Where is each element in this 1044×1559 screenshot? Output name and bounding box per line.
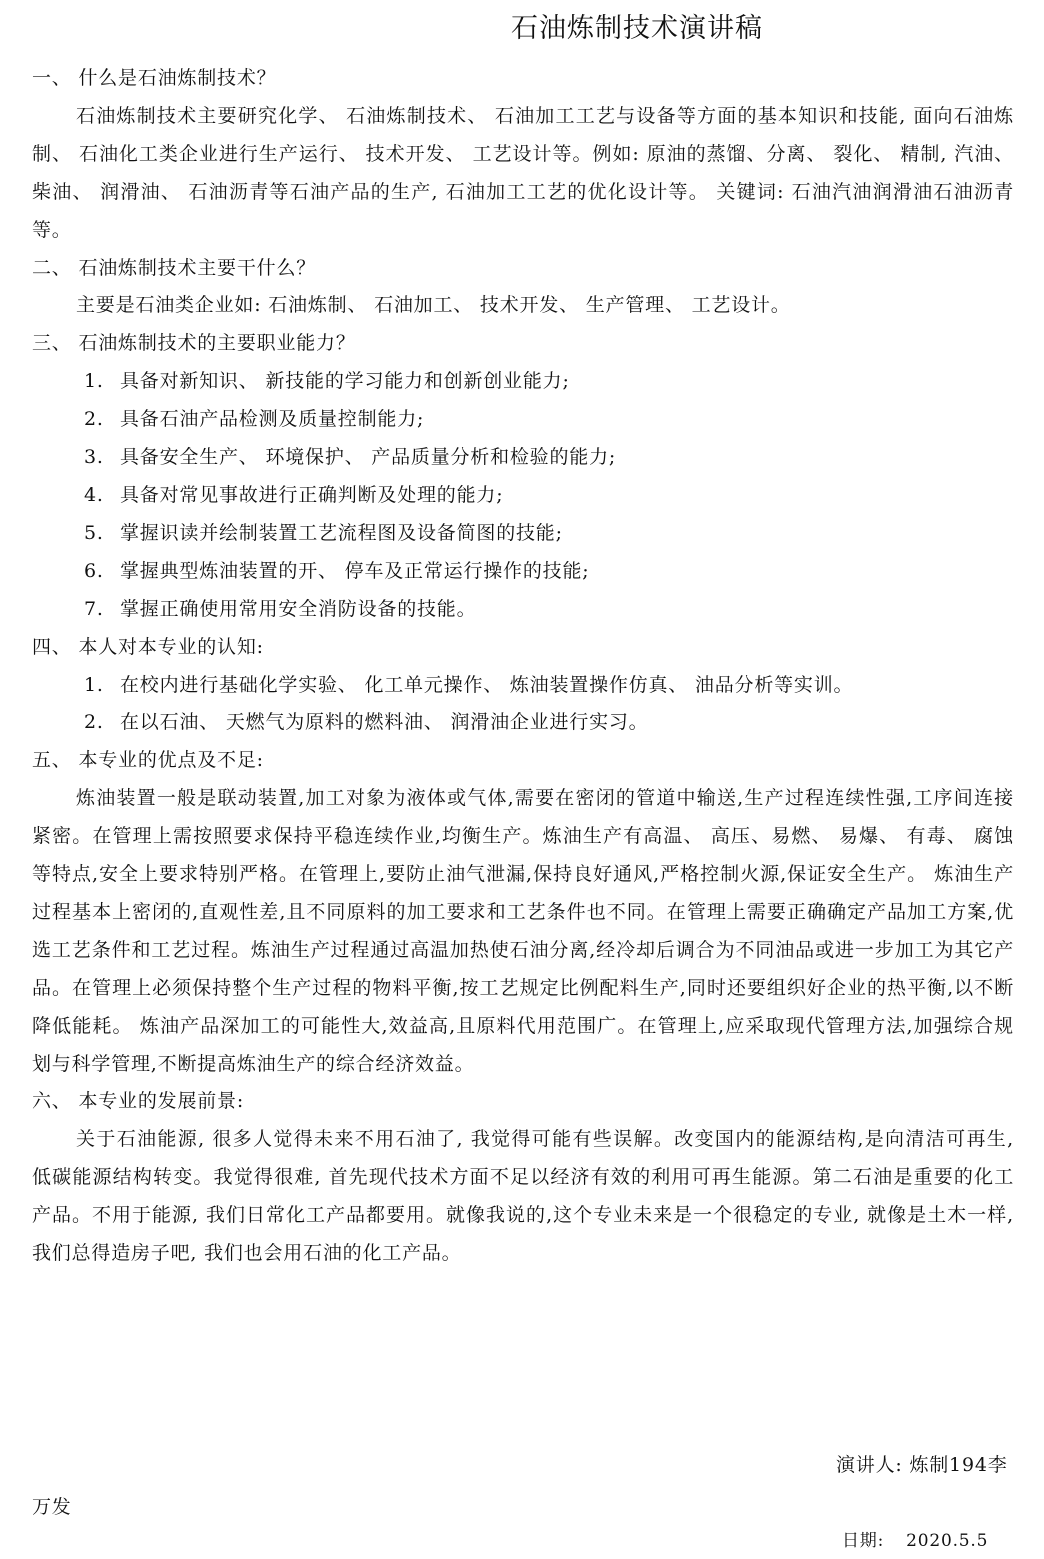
- document-title: 石油炼制技术演讲稿: [511, 13, 763, 44]
- list-number: 5.: [84, 521, 104, 544]
- list-item: [32, 401, 1014, 439]
- list-number: 7.: [84, 597, 104, 620]
- section-heading: 三、 石油炼制技术的主要职业能力？: [32, 332, 356, 355]
- speaker-name-wrap: 万发: [32, 1496, 72, 1518]
- list-text: 掌握典型炼油装置的开、 停车及正常运行操作的技能;: [120, 559, 590, 582]
- list-item: [32, 591, 1014, 629]
- list-number: 1.: [84, 370, 104, 393]
- list-number: 2.: [84, 408, 104, 431]
- list-item: [32, 667, 1014, 705]
- list-item: [32, 477, 1014, 515]
- date-label: 日期:: [842, 1531, 885, 1551]
- speaker-label: 演讲人:: [836, 1454, 903, 1476]
- list-number: 6.: [84, 559, 104, 582]
- list-number: 1.: [84, 673, 104, 696]
- section-heading: 一、 什么是石油炼制技术？: [32, 67, 277, 89]
- speaker-line: [836, 1450, 1008, 1477]
- date-value: 2020.5.5: [906, 1531, 989, 1551]
- list-number: 3.: [84, 446, 104, 469]
- section-paragraph: 石油炼制技术主要研究化学、 石油炼制技术、 石油加工工艺与设备等方面的基本知识和技能, 面向石油炼制、 石油化工类企业进行生产运行、 技术开发、 工艺设计等。例如: 原油的蒸馏、分离、 裂化、 精制, 汽油、 柴油、 润滑油、 石油沥青等石油产品的生产, 石油加工工艺的优化设计等。 关键词: 石油汽油润滑油石油沥青等。: [32, 104, 1014, 241]
- list-item: [32, 439, 1014, 477]
- speaker-class: 炼制194李: [909, 1454, 1008, 1476]
- section-heading: 四、 本人对本专业的认知:: [32, 635, 264, 658]
- list-text: 掌握识读并绘制装置工艺流程图及设备简图的技能;: [120, 521, 563, 544]
- list-text: 在以石油、 天燃气为原料的燃料油、 润滑油企业进行实习。: [120, 711, 649, 734]
- list-text: 在校内进行基础化学实验、 化工单元操作、 炼油装置操作仿真、 油品分析等实训。: [120, 673, 854, 696]
- list-text: 具备石油产品检测及质量控制能力;: [120, 408, 425, 431]
- section-heading: 二、 石油炼制技术主要干什么？: [32, 256, 317, 279]
- list-number: 2.: [84, 711, 104, 734]
- section-line: 主要是石油类企业如: 石油炼制、 石油加工、 技术开发、 生产管理、 工艺设计。: [76, 294, 791, 317]
- document-body: [32, 60, 1014, 1273]
- date-line: [842, 1526, 988, 1551]
- section-paragraph: 关于石油能源, 很多人觉得未来不用石油了, 我觉得可能有些误解。改变国内的能源结构,是向清洁可再生, 低碳能源结构转变。我觉得很难, 首先现代技术方面不足以经济有效的利用可再生能源。第二石油是重要的化工产品。不用于能源, 我们日常化工产品都要用。就像我说的,这个专业未来是一个很稳定的专业, 就像是土木一样, 我们总得造房子吧, 我们也会用石油的化工产品。: [32, 1128, 1014, 1265]
- list-item: [32, 553, 1014, 591]
- list-text: 具备对常见事故进行正确判断及处理的能力;: [120, 483, 504, 506]
- list-item: [32, 515, 1014, 553]
- section-paragraph: 炼油装置一般是联动装置,加工对象为液体或气体,需要在密闭的管道中输送,生产过程连续性强,工序间连接紧密。在管理上需按照要求保持平稳连续作业,均衡生产。炼油生产有高温、 高压、易燃、 易爆、 有毒、 腐蚀等特点,安全上要求特别严格。在管理上,要防止油气泄漏,保持良好通风,严格控制火源,保证安全生产。 炼油生产过程基本上密闭的,直观性差,且不同原料的加工要求和工艺条件也不同。在管理上需要正确确定产品加工方案,优选工艺条件和工艺过程。炼油生产过程通过高温加热使石油分离,经冷却后调合为不同油品或进一步加工为其它产品。在管理上必须保持整个生产过程的物料平衡,按工艺规定比例配料生产,同时还要组织好企业的热平衡,以不断降低能耗。 炼油产品深加工的可能性大,效益高,且原料代用范围广。在管理上,应采取现代管理方法,加强综合规划与科学管理,不断提高炼油生产的综合经济效益。: [32, 787, 1014, 1075]
- list-text: 具备安全生产、 环境保护、 产品质量分析和检验的能力;: [120, 446, 617, 469]
- list-text: 掌握正确使用常用安全消防设备的技能。: [120, 597, 477, 620]
- list-item: [32, 704, 1014, 742]
- section-heading: 六、 本专业的发展前景:: [32, 1090, 245, 1113]
- section-heading: 五、 本专业的优点及不足:: [32, 749, 264, 772]
- list-number: 4.: [84, 483, 104, 506]
- list-item: [32, 363, 1014, 401]
- list-text: 具备对新知识、 新技能的学习能力和创新创业能力;: [120, 370, 570, 393]
